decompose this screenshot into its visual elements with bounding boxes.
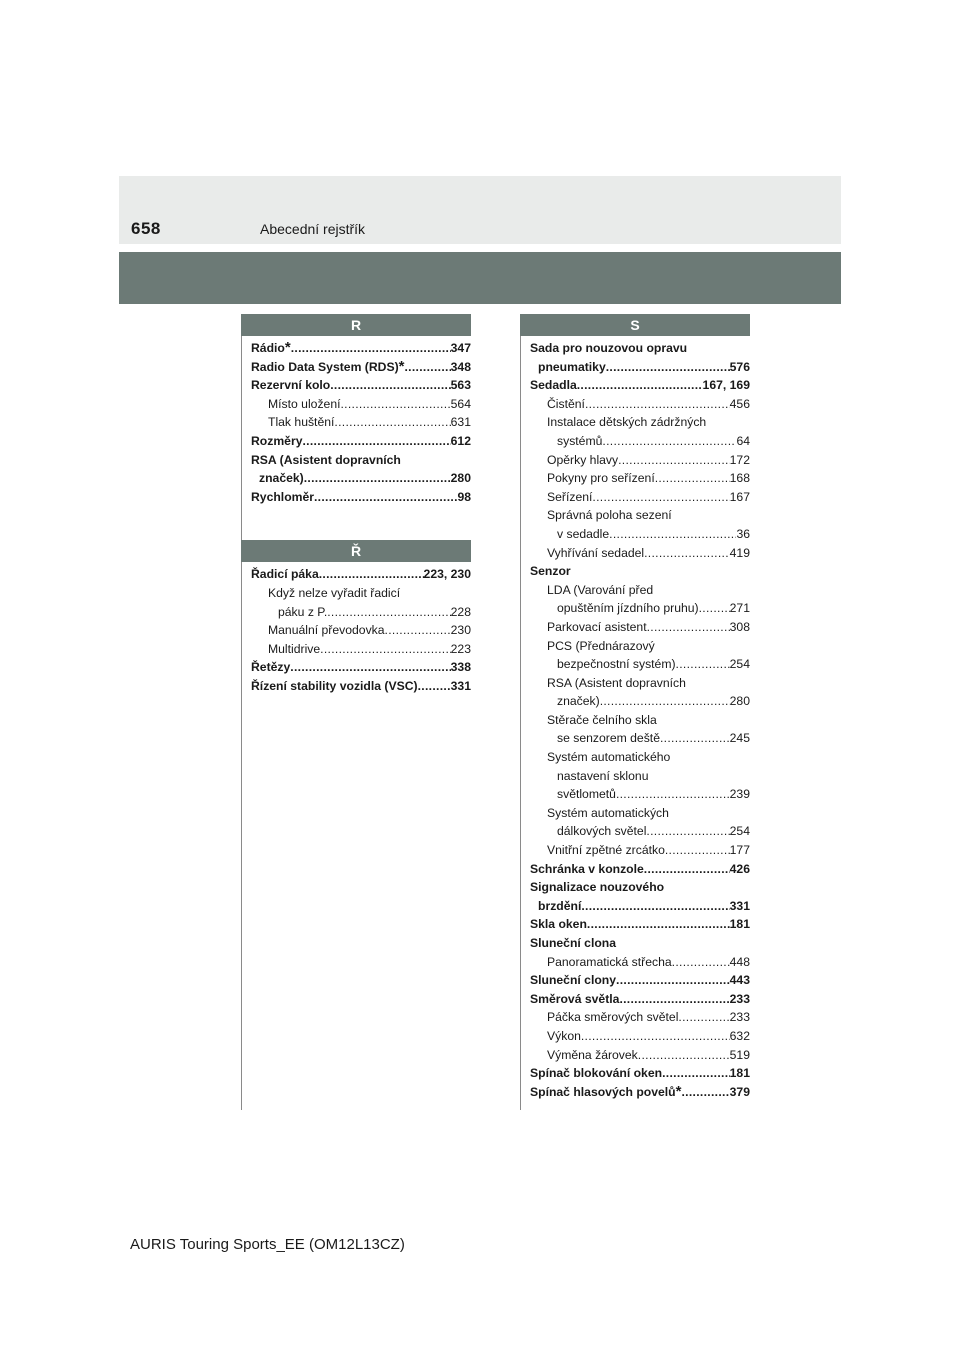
index-subentry-text: Když nelze vyřadit řadicí	[268, 585, 401, 600]
index-subentry: opuštěním jízdního pruhu) ..... 271	[530, 599, 750, 618]
index-entry-text: Sluneční clona	[530, 936, 617, 950]
header-dark-band	[119, 252, 841, 304]
index-subentry: Pokyny pro seřízení ..... 168	[530, 469, 750, 488]
index-entry: Řadicí páka ..... 223, 230	[251, 565, 471, 584]
index-entry: Rychloměr ..... 98	[251, 488, 471, 507]
index-entry: Sluneční clony ..... 443	[530, 971, 750, 990]
index-entry-text: Sada pro nouzovou opravu	[530, 341, 688, 355]
column-divider	[241, 314, 242, 1110]
index-subentry: v sedadle ..... 36	[530, 525, 750, 544]
index-subentry: bezpečnostní systém) ..... 254	[530, 655, 750, 674]
index-entry: Rozměry ..... 612	[251, 432, 471, 451]
index-subentry-text: LDA (Varování před	[547, 582, 654, 597]
index-subentry: páku z P. ..... 228	[251, 603, 471, 622]
letter-header-s: S	[520, 314, 750, 336]
footer-model: AURIS Touring Sports_EE (OM12L13CZ)	[130, 1236, 405, 1253]
page-number: 658	[131, 219, 161, 238]
index-entry: Rezervní kolo ..... 563	[251, 376, 471, 395]
letter-header-r: R	[241, 314, 471, 336]
index-entry: značek) ..... 280	[251, 469, 471, 488]
index-subentry-text: nastavení sklonu	[557, 768, 649, 783]
index-entry: Spínač blokování oken ..... 181	[530, 1064, 750, 1083]
index-subentry: Seřízení ..... 167	[530, 488, 750, 507]
index-entry-text: Senzor	[530, 564, 571, 579]
index-column-right	[520, 314, 750, 1110]
index-entry: Směrová světla ..... 233	[530, 990, 750, 1009]
index-subentry-text: Systém automatického	[547, 750, 671, 765]
column-divider	[520, 314, 521, 1110]
index-subentry: Místo uložení ..... 564	[251, 395, 471, 414]
index-entry: Rádio * ..... 347	[251, 339, 471, 358]
index-subentry: světlometů ..... 239	[530, 785, 750, 804]
index-entry: Spínač hlasových povelů * ..... 379	[530, 1083, 750, 1102]
index-subentry: se senzorem deště ..... 245	[530, 729, 750, 748]
index-subentry: systémů ..... 64	[530, 432, 750, 451]
index-entry: brzdění ..... 331	[530, 897, 750, 916]
index-subentry: značek) ..... 280	[530, 692, 750, 711]
index-subentry: dálkových světel ..... 254	[530, 822, 750, 841]
index-subentry: Vnitřní zpětné zrcátko ..... 177	[530, 841, 750, 860]
index-subentry-text: PCS (Přednárazový	[547, 638, 655, 653]
index-subentry-text: RSA (Asistent dopravních	[547, 675, 686, 690]
index-entry: Řízení stability vozidla (VSC) ..... 331	[251, 677, 471, 696]
index-entry: Radio Data System (RDS) * ..... 348	[251, 358, 471, 377]
index-column-left	[241, 314, 471, 1110]
index-entries-rr	[241, 562, 471, 695]
index-entry: Řetězy ..... 338	[251, 658, 471, 677]
index-entry: pneumatiky ..... 576	[530, 358, 750, 377]
index-subentry: Panoramatická střecha ..... 448	[530, 953, 750, 972]
index-entry-text: Signalizace nouzového	[530, 880, 665, 895]
index-subentry: Opěrky hlavy ..... 172	[530, 451, 750, 470]
section-title: Abecední rejstřík	[260, 221, 366, 237]
index-subentry-text: Stěrače čelního skla	[547, 712, 657, 727]
index-subentry: Výměna žárovek ..... 519	[530, 1046, 750, 1065]
index-entry-text: RSA (Asistent dopravních	[251, 452, 401, 467]
index-subentry: Parkovací asistent ..... 308	[530, 618, 750, 637]
index-subentry: Páčka směrových světel ..... 233	[530, 1008, 750, 1027]
index-subentry: Multidrive ..... 223	[251, 640, 471, 659]
index-subentry-text: Správná poloha sezení	[547, 508, 672, 523]
index-entry: Skla oken ..... 181	[530, 915, 750, 934]
header-band	[119, 176, 841, 244]
index-subentry-text: Instalace dětských zádržných	[547, 415, 707, 430]
index-subentry: Čistění ..... 456	[530, 395, 750, 414]
index-entries-s	[520, 336, 750, 1101]
index-subentry: Tlak huštění ..... 631	[251, 413, 471, 432]
index-subentry-text: Systém automatických	[547, 805, 669, 820]
index-subentry: Výkon ..... 632	[530, 1027, 750, 1046]
index-entry: Sedadla ..... 167, 169	[530, 376, 750, 395]
index-subentry: Manuální převodovka ..... 230	[251, 621, 471, 640]
letter-header-rr: Ř	[241, 540, 471, 562]
index-entries-r	[241, 336, 471, 506]
index-entry: Schránka v konzole ..... 426	[530, 860, 750, 879]
index-subentry: Vyhřívání sedadel ..... 419	[530, 544, 750, 563]
